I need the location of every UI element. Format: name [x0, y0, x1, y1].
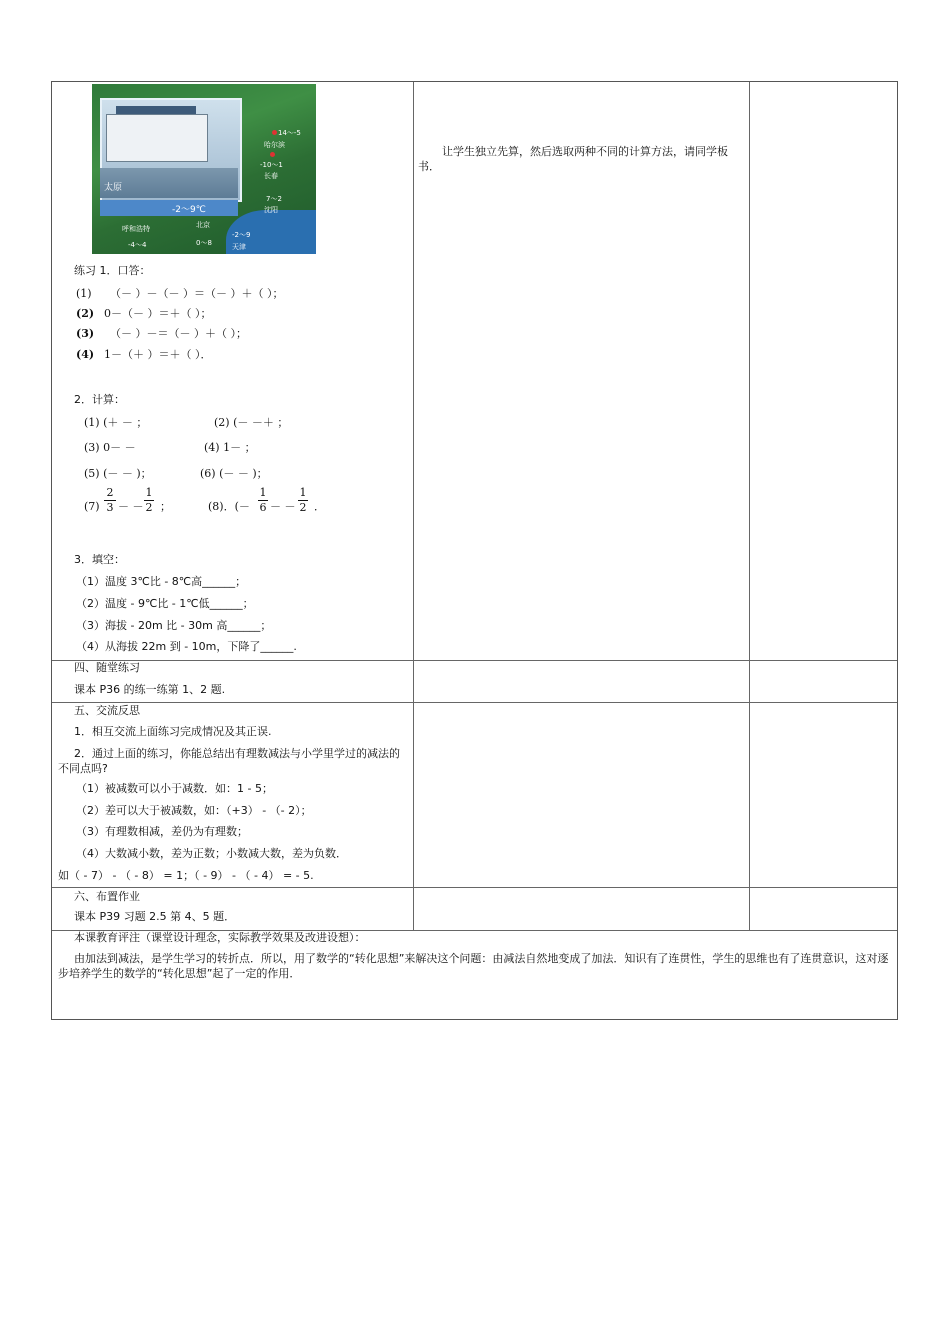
map-label: 0～8 — [196, 239, 212, 247]
map-temp-label: -2～9℃ — [172, 205, 206, 215]
ex1-num: (3) — [76, 327, 95, 340]
col-divider — [749, 82, 750, 930]
ex2-item-8-num: (8)．(－ — [208, 500, 250, 513]
map-label: 北京 — [196, 221, 210, 229]
ex2-item: (1) (＋ － ； — [84, 416, 148, 429]
ex1-num: (1) — [76, 287, 92, 300]
section-4-body: 课本 P36 的练一练第 1、2 题. — [74, 683, 226, 696]
ex1-expr: 1－（＋ ）＝＋（ ）． — [104, 348, 212, 361]
ex2-item-7-end: ； — [160, 500, 171, 513]
map-label: 14～-5 — [278, 129, 301, 137]
map-label: -4～4 — [128, 241, 147, 249]
map-city-label: 太原 — [104, 183, 123, 193]
col-divider — [413, 82, 414, 930]
section-6-title: 六、布置作业 — [74, 890, 140, 903]
weather-map-image — [92, 84, 316, 254]
exercise-1-title: 练习 1．口答： — [74, 264, 151, 277]
ex1-expr: （－ ）－＝（－ ）＋（ ）； — [110, 327, 247, 340]
ex1-expr: （－ ）－（－ ）＝（－ ）＋（ ）； — [110, 287, 284, 300]
map-label: -2～9 — [232, 231, 251, 239]
ex2-item-7-op: － － — [118, 500, 144, 513]
teacher-note: 让学生独立先算，然后选取两种不同的计算方法，请同学板书． — [418, 145, 728, 173]
ex2-item: (6) (－ － )； — [200, 467, 268, 480]
map-label: 天津 — [232, 243, 246, 251]
ex3-item: （4）从海拔 22m 到 - 10m，下降了______. — [76, 640, 297, 653]
map-label: 哈尔滨 — [264, 141, 285, 149]
review-title: 本课教育评注（课堂设计理念，实际教学效果及改进设想）： — [74, 931, 366, 944]
section-5-title: 五、交流反思 — [74, 704, 140, 717]
map-label: 呼和浩特 — [122, 225, 150, 233]
section-6-body: 课本 P39 习题 2.5 第 4、5 题． — [74, 910, 236, 923]
ex2-item-8-op: － － — [270, 500, 296, 513]
fraction-num: 1 — [259, 486, 267, 499]
fraction-den: 2 — [145, 501, 153, 514]
map-label: 7～2 — [266, 195, 282, 203]
ex2-item: (3) 0－ － — [84, 441, 136, 454]
section-5-example: 如（ - 7） - （ - 8） = 1；（ - 9） - （ - 4） = - 5. — [58, 869, 314, 882]
ex2-item: (4) 1－ ； — [204, 441, 256, 454]
ex2-item-8-end: ． — [314, 500, 325, 513]
fraction-num: 1 — [145, 486, 153, 499]
section-5-item: （1）被减数可以小于减数．如：1 - 5； — [76, 782, 273, 795]
section-5-item: （4）大数减小数，差为正数；小数减大数，差为负数． — [76, 847, 347, 860]
row-divider — [52, 660, 897, 661]
exercise-2-title: 2．计算： — [74, 393, 125, 406]
fraction — [298, 487, 308, 514]
section-5-p2: 2．通过上面的练习，你能总结出有理数减法与小学里学过的减法的不同点吗? — [58, 747, 400, 775]
map-label: -10～1 — [260, 161, 283, 169]
section-4-title: 四、随堂练习 — [74, 661, 140, 674]
ex2-item: (2) (－ －＋ ； — [214, 416, 289, 429]
ex1-num: (2) — [76, 307, 95, 320]
ex3-item: （3）海拔 - 20m 比 - 30m 高______； — [76, 619, 272, 632]
ex2-item-7-num: (7) — [84, 500, 100, 513]
fraction — [104, 487, 116, 514]
lesson-table — [51, 81, 898, 1020]
fraction-num: 1 — [299, 486, 307, 499]
fraction — [144, 487, 154, 514]
section-5-item: （3）有理数相减，差仍为有理数； — [76, 825, 248, 838]
ex1-num: (4) — [76, 348, 95, 361]
fraction-num: 2 — [106, 486, 114, 499]
ex3-item: （1）温度 3℃比 - 8℃高______； — [76, 575, 247, 588]
fraction-den: 2 — [299, 501, 307, 514]
fraction-den: 3 — [106, 501, 114, 514]
ex1-expr: 0－（－ ）＝＋（ ）； — [104, 307, 212, 320]
fraction — [258, 487, 268, 514]
exercise-3-title: 3．填空： — [74, 553, 125, 566]
section-5-item: （2）差可以大于被减数，如：（+3） - （- 2）； — [76, 804, 312, 817]
section-5-p1: 1．相互交流上面练习完成情况及其正误. — [74, 725, 272, 738]
ex2-item: (5) (－ － )； — [84, 467, 152, 480]
row-divider — [52, 702, 897, 703]
review-body: 由加法到减法，是学生学习的转折点．所以，用了数学的“转化思想”来解决这个问题：由减法自然地变成了加法．知识有了连贯性，学生的思维也有了连贯意识，这对逐步培养学生的数学的“转化思想”起了一定的作用． — [58, 952, 889, 980]
row-divider — [52, 887, 897, 888]
map-label: 沈阳 — [264, 206, 278, 214]
fraction-den: 6 — [259, 501, 267, 514]
map-label: 长春 — [264, 172, 278, 180]
ex3-item: （2）温度 - 9℃比 - 1℃低______； — [76, 597, 254, 610]
